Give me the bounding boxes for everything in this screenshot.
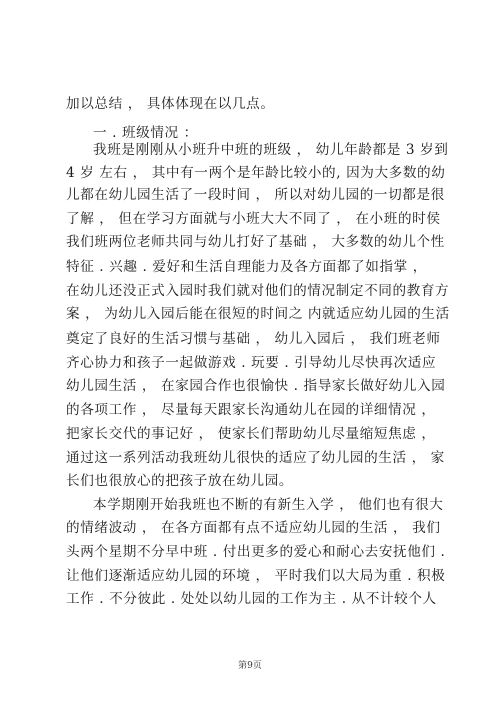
text-line: 本学期刚开始我班也不断的有新生入学 ， 他们也有很大: [93, 497, 444, 513]
page-number: 第9页: [238, 661, 262, 671]
text-line: 让他们逐渐适应幼儿园的环境 ， 平时我们以大局为重 . 积极: [66, 568, 446, 584]
text-line: 的情绪波动 ， 在各方面都有点不适应幼儿园的生活 ， 我们: [66, 520, 441, 536]
section-heading: 一 . 班级情况 ：: [93, 125, 198, 141]
text-line: 长们也很放心的把孩子放在幼儿园。: [66, 473, 294, 489]
text-line: 加以总结 ， 具体体现在以几点。: [66, 96, 275, 112]
text-line: 幼儿园生活 ， 在家园合作也很愉快 . 指导家长做好幼儿入园: [66, 378, 446, 394]
text-line: 我班是刚刚从小班升中班的班级 ， 幼儿年龄都是 3 岁到: [93, 142, 449, 158]
text-line: 儿都在幼儿园生活了一段时间 ， 所以对幼儿园的一切都是很: [66, 187, 445, 203]
text-line: 案 ， 为幼儿入园后能在很短的时间之 内就适应幼儿园的生活: [66, 306, 450, 322]
text-line: 特征 . 兴趣 . 爱好和生活自理能力及各方面都了如指掌 ，: [66, 259, 427, 275]
text-line: 头两个星期不分早中班 . 付出更多的爱心和耐心去安抚他们 .: [66, 544, 446, 560]
text-line: 我们班两位老师共同与幼儿打好了基础 ， 大多数的幼儿个性: [66, 234, 445, 250]
text-line: 了解 ， 但在学习方面就与小班大大不同了 ， 在小班的时侯: [66, 211, 441, 227]
text-line: 工作 . 不分彼此 . 处处以幼儿园的工作为主 . 从不计较个人: [66, 591, 437, 607]
text-line: 在幼儿还没正式入园时我们就对他们的情况制定不同的教育方: [66, 283, 450, 299]
text-line: 的各项工作 ， 尽量每天跟家长沟通幼儿在园的详细情况 ，: [66, 402, 436, 418]
text-line: 4 岁 左右 ， 其中有一两个是年龄比较小的, 因为大多数的幼: [66, 165, 446, 181]
text-line: 奠定了良好的生活习惯与基础 ， 幼儿入园后 ， 我们班老师: [66, 331, 441, 347]
text-line: 把家长交代的事记好 ， 使家长们帮助幼儿尽量缩短焦虑 ，: [66, 426, 436, 442]
text-line: 通过这一系列活动我班幼儿很快的适应了幼儿园的生活 ， 家: [66, 450, 445, 466]
text-line: 齐心协力和孩子一起做游戏 . 玩要 . 引导幼儿尽快再次适应: [66, 355, 437, 371]
